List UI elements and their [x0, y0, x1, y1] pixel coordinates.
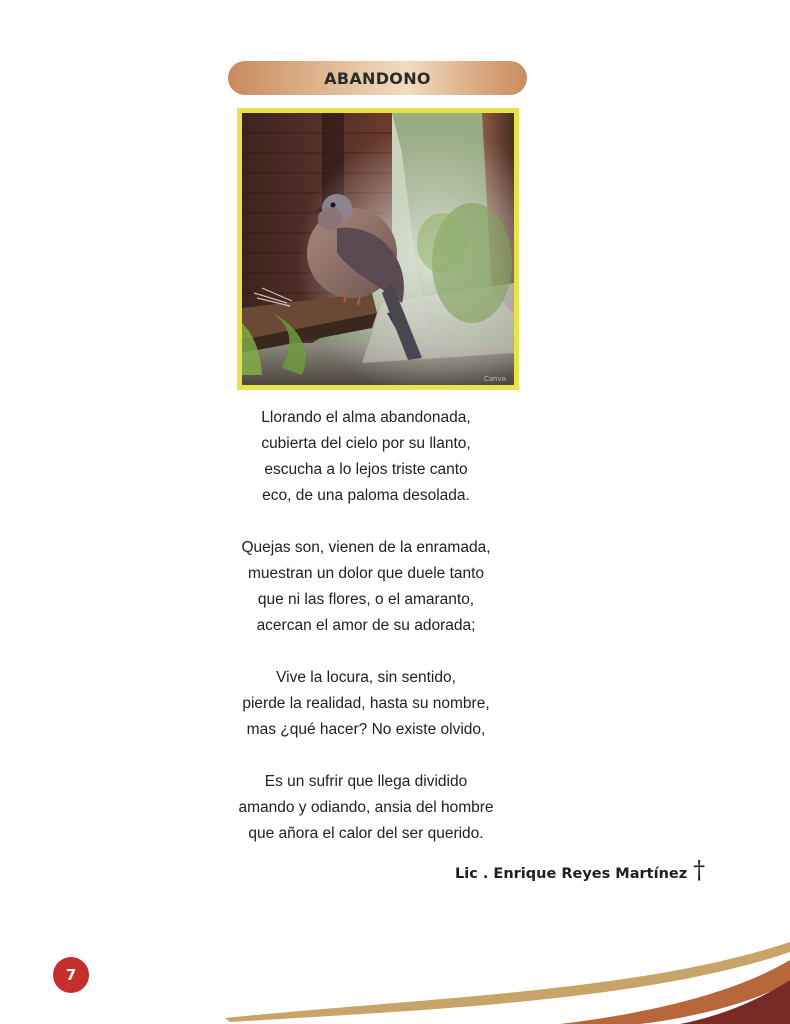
- poem-line: pierde la realidad, hasta su nombre,: [242, 695, 490, 712]
- poem-line: que ni las flores, o el amaranto,: [257, 591, 475, 608]
- stanza-2: [220, 535, 512, 639]
- author-signature: [455, 858, 705, 882]
- stanza-4: [220, 769, 512, 847]
- poem-line: eco, de una paloma desolada.: [262, 487, 470, 504]
- image-watermark: Canva: [484, 375, 507, 383]
- poem-line: Es un sufrir que llega dividido: [264, 773, 468, 790]
- page-number: 7: [65, 966, 77, 984]
- poem-line: cubierta del cielo por su llanto,: [261, 435, 471, 452]
- poem-line: que añora el calor del ser querido.: [248, 825, 484, 842]
- poem-line: Llorando el alma abandonada,: [261, 409, 471, 426]
- stanza-1: [220, 405, 512, 509]
- poem-line: Vive la locura, sin sentido,: [276, 669, 456, 686]
- poem-line: Quejas son, vienen de la enramada,: [241, 539, 491, 556]
- dove-image: [242, 113, 514, 385]
- poem-line: muestran un dolor que duele tanto: [247, 565, 485, 582]
- poem-line: acercan el amor de su adorada;: [256, 617, 476, 634]
- poem-line: amando y odiando, ansia del hombre: [238, 799, 494, 816]
- author-name: Lic . Enrique Reyes Martínez: [455, 866, 688, 882]
- title-banner: [228, 61, 527, 95]
- poem-body: [220, 405, 512, 847]
- poem-line: mas ¿qué hacer? No existe olvido,: [246, 721, 486, 738]
- cross-icon: †: [693, 856, 706, 884]
- poem-line: escucha a lo lejos triste canto: [264, 461, 468, 478]
- stanza-3: [220, 665, 512, 743]
- dove-illustration: [237, 108, 519, 390]
- footer-wave-decoration: [0, 930, 790, 1024]
- poem-title: ABANDONO: [324, 68, 431, 88]
